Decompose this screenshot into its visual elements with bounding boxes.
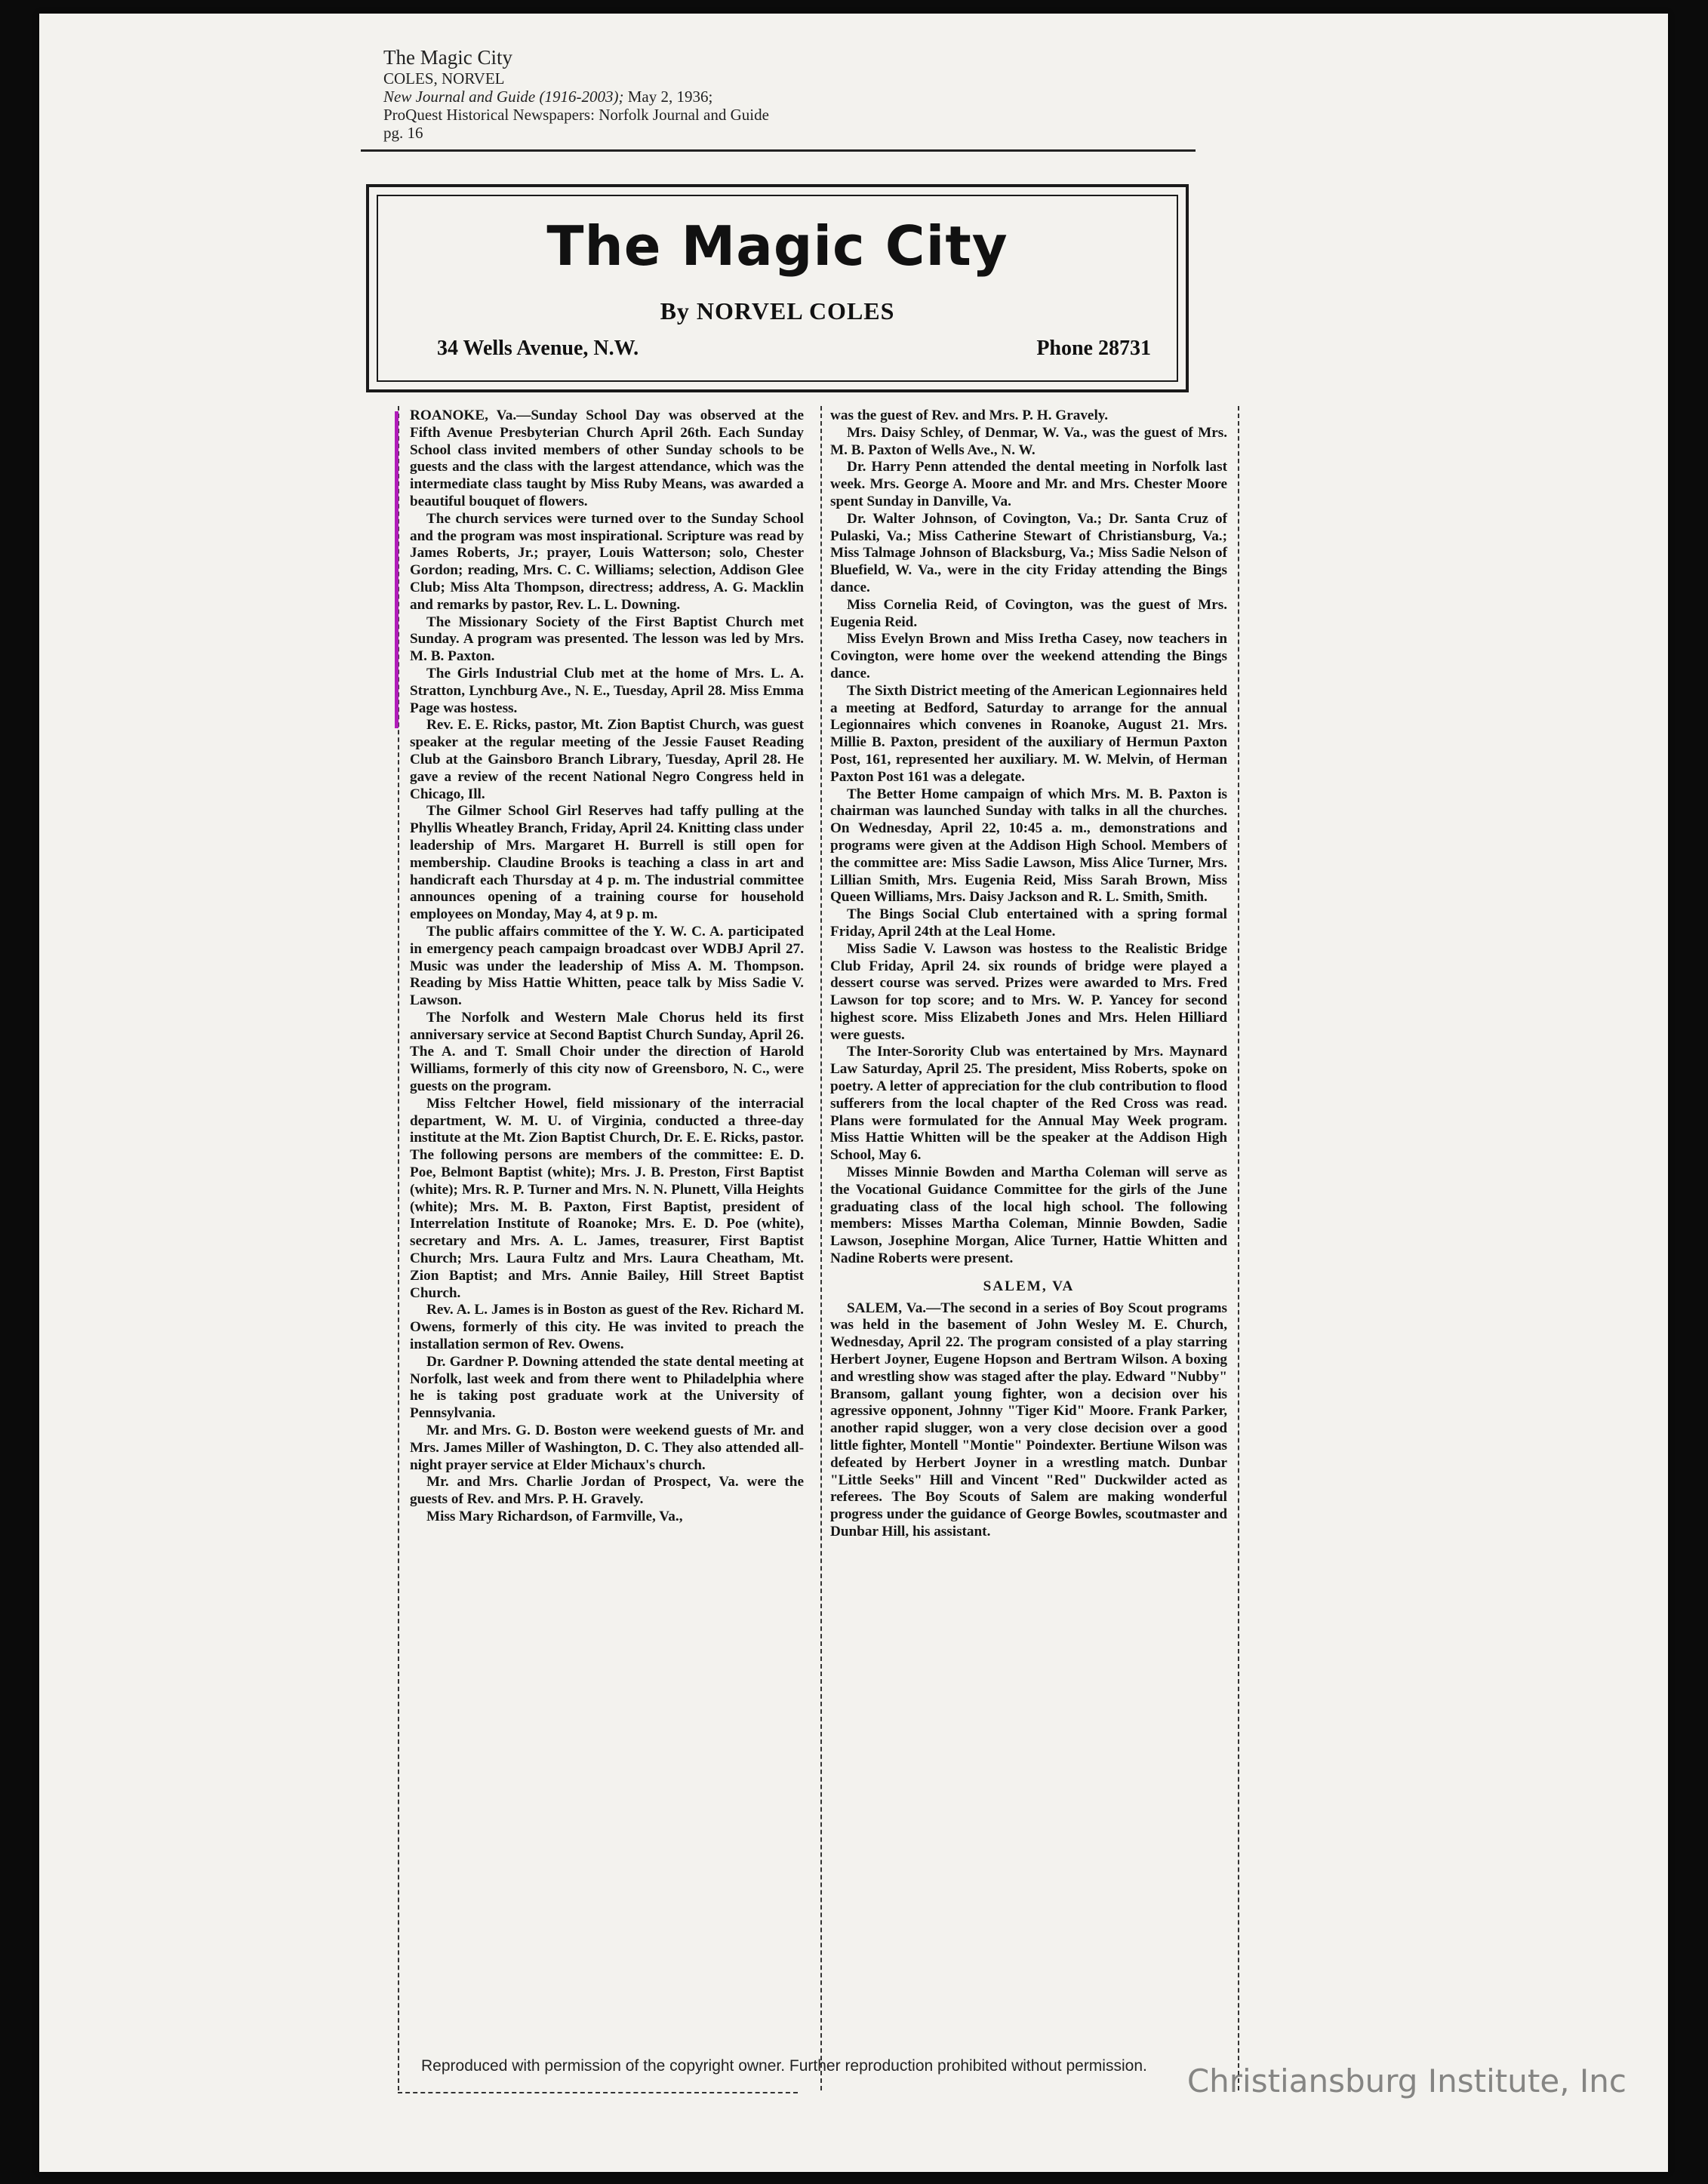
paragraph: Rev. A. L. James is in Boston as guest of the Rev. Richard M. Owens, formerly of this city. He was invited to preach the installation sermon of Rev. Owens. [410, 1302, 804, 1353]
paragraph: Miss Mary Richardson, of Farmville, Va., [426, 1509, 683, 1524]
column-rule-bottom [398, 2092, 798, 2093]
article-column-2 [830, 408, 1227, 1541]
citation-block [383, 45, 769, 142]
paragraph: Miss Sadie V. Lawson was hostess to the Realistic Bridge Club Friday, April 24. six rounds of bridge were played a dessert course was served. Prizes were awarded to Mrs. Fred Lawson for top score; and to Mrs. W. P. Yancey for second highest score. Miss Elizabeth Jones and Mrs. Helen Hilliard were guests. [830, 940, 1227, 1043]
copyright-notice: Reproduced with permission of the copyright owner. Further reproduction prohibited without permission. [421, 2057, 1147, 2075]
paragraph: ROANOKE, Va.—Sunday School Day was observed at the Fifth Avenue Presbyterian Church April 26th. Each Sunday School class invited members of other Sunday schools to be guests and the class with the largest attendance, which was the intermediate class taught by Miss Ruby Means, was awarded a beautiful bouquet of flowers. [410, 408, 804, 509]
paragraph: The Better Home campaign of which Mrs. M. B. Paxton is chairman was launched Sunday with talks in all the churches. On Wednesday, April 22, 10:45 a. m., demonstrations and programs were given at the Addison High School. Members of the committee are: Miss Sadie Lawson, Miss Alice Turner, Mrs. Lillian Smith, Mrs. Eugenia Reid, Miss Sarah Brown, Miss Queen Williams, Mrs. Daisy Jackson and R. L. Smith, Smith. [830, 786, 1227, 906]
masthead-phone: Phone 28731 [1036, 337, 1151, 360]
paragraph: Miss Evelyn Brown and Miss Iretha Casey, now teachers in Covington, were home over the weekend attending the Bings dance. [830, 631, 1227, 681]
watermark-text: Christiansburg Institute, Inc [1186, 2062, 1626, 2099]
paragraph: The Girls Industrial Club met at the home of Mrs. L. A. Stratton, Lynchburg Ave., N. E., Tuesday, April 28. Miss Emma Page was hostess. [410, 665, 804, 716]
masthead-title: The Magic City [546, 214, 1008, 278]
column-masthead [366, 184, 1189, 392]
article-column-1 [410, 408, 804, 1526]
paragraph: Dr. Harry Penn attended the dental meeting in Norfolk last week. Mrs. George A. Moore and Mr. and Mrs. Chester Moore spent Sunday in Danville, Va. [830, 459, 1227, 509]
citation-source [383, 88, 769, 106]
paragraph: The church services were turned over to the Sunday School and the program was most inspirational. Scripture was read by James Roberts, Jr.; prayer, Louis Watterson; solo, Chester Gordon; reading, Mrs. C. C. Williams; selection, Addison Glee Club; Miss Alta Thompson, directress; address, A. G. Macklin and remarks by pastor, Rev. L. L. Downing. [410, 510, 804, 613]
column-rule-right [1238, 406, 1239, 2090]
paragraph: Rev. E. E. Ricks, pastor, Mt. Zion Baptist Church, was guest speaker at the regular meeting of the Jessie Fauset Reading Club at the Gainsboro Branch Library, Tuesday, April 28. He gave a review of the recent National Negro Congress held in Chicago, Ill. [410, 717, 804, 802]
paragraph: Mrs. Daisy Schley, of Denmar, W. Va., was the guest of Mrs. M. B. Paxton of Wells Ave., N. W. [830, 424, 1227, 458]
paragraph: The Missionary Society of the First Baptist Church met Sunday. A program was presented. The lesson was led by Mrs. M. B. Paxton. [410, 614, 804, 665]
paragraph: Miss Cornelia Reid, of Covington, was the guest of Mrs. Eugenia Reid. [830, 596, 1227, 630]
paragraph: The Gilmer School Girl Reserves had taffy pulling at the Phyllis Wheatley Branch, Friday, April 24. Knitting class under leadership of Mrs. Margaret H. Burrell is still open for membership. Claudine Brooks is teaching a class in art and handicraft each Thursday at 4 p. m. The industrial committee announces opening of a training course for household employees on Monday, May 4, at 9 p. m. [410, 803, 804, 923]
paragraph: Dr. Walter Johnson, of Covington, Va.; Dr. Santa Cruz of Pulaski, Va.; Miss Catherine Stewart of Christiansburg, Va.; Miss Talmage Johnson of Blacksburg, Va.; Miss Sadie Nelson of Bluefield, W. Va., were in the city Friday attending the Bings dance. [830, 510, 1227, 595]
paragraph: The Bings Social Club entertained with a spring formal Friday, April 24th at the Leal Home. [830, 906, 1227, 940]
paragraph: Misses Minnie Bowden and Martha Coleman will serve as the Vocational Guidance Committee for the girls of the June graduating class of the local high school. The following members: Misses Martha Coleman, Minnie Bowden, Sadie Lawson, Josephine Morgan, Alice Turner, Hattie Whitten and Nadine Roberts were present. [830, 1164, 1227, 1267]
column-rule-middle [820, 406, 822, 2090]
paragraph: Miss Feltcher Howel, field missionary of the interracial department, W. M. U. of Virginia, conducted a three-day institute at the Mt. Zion Baptist Church, Dr. E. E. Ricks, pastor. The following persons are members of the committee: E. D. Poe, Belmont Baptist (white); Mrs. J. B. Preston, First Baptist (white); Mrs. R. P. Turner and Mrs. N. N. Plunett, Villa Heights (white); Mrs. M. B. Paxton, First Baptist, president of Interrelation Institute of Roanoke; Mrs. E. D. Poe (white), secretary and Mrs. A. L. James, treasurer, First Baptist Church; Mrs. Laura Fultz and Mrs. Laura Cheatham, Mt. Zion Baptist; and Mrs. Annie Bailey, Hill Street Baptist Church. [410, 1095, 804, 1301]
citation-page: pg. 16 [383, 124, 423, 142]
paragraph: The Norfolk and Western Male Chorus held its first anniversary service at Second Baptist Church Sunday, April 26. The A. and T. Small Choir under the direction of Harold Williams, formerly of this city now of Greensboro, N. C., were guests on the program. [410, 1009, 804, 1095]
citation-divider [361, 149, 1196, 152]
paragraph: Mr. and Mrs. G. D. Boston were weekend guests of Mr. and Mrs. James Miller of Washington, D. C. They also attended all-night prayer service at Elder Michaux's church. [410, 1423, 804, 1473]
paragraph: The public affairs committee of the Y. W. C. A. participated in emergency peach campaign broadcast over WDBJ April 27. Music was under the leadership of Miss A. M. Thompson. Reading by Miss Hattie Whitten, peace talk by Miss Sadie V. Lawson. [410, 923, 804, 1009]
section-heading-salem: SALEM, VA [983, 1278, 1075, 1294]
citation-database: ProQuest Historical Newspapers: Norfolk Journal and Guide [383, 106, 769, 124]
paragraph: The Sixth District meeting of the American Legionnaires held a meeting at Bedford, Saturday to arrange for the annual Legionnaires which convenes in Roanoke, August 21. Mrs. Millie B. Paxton, president of the auxiliary of Hermun Paxton Post, 161, represented her auxiliary. M. W. Melvin, of Herman Paxton Post 161 was a delegate. [830, 682, 1227, 785]
paragraph: SALEM, Va.—The second in a series of Boy Scout programs was held in the basement of John Wesley M. E. Church, Wednesday, April 22. The program consisted of a play starring Herbert Joyner, Eugene Hopson and Bertram Wilson. A boxing and wrestling show was staged after the play. Edward "Nubby" Bransom, gallant young fighter, won a decision over his agressive opponent, Johnny "Tiger Kid" Moore. Frank Parker, another rapid slugger, won a very close decision over a good little fighter, Montell "Montie" Poindexter. Bertiune Wilson was defeated by Herbert Joyner in a wrestling match. Dunbar "Little Seeks" Hill and Vincent "Red" Duckwilder acted as referees. The Boy Scouts of Salem are making wonderful progress under the guidance of George Bowles, scoutmaster and Dunbar Hill, his assistant. [830, 1300, 1227, 1540]
citation-source-name: New Journal and Guide (1916-2003); [383, 88, 624, 106]
paragraph: Mr. and Mrs. Charlie Jordan of Prospect, Va. were the guests of Rev. and Mrs. P. H. Gravely. [410, 1474, 804, 1508]
citation-title: The Magic City [383, 46, 512, 69]
citation-author: COLES, NORVEL [383, 69, 505, 88]
masthead-byline: By NORVEL COLES [660, 297, 895, 325]
paragraph: Dr. Gardner P. Downing attended the state dental meeting at Norfolk, last week and from there went to Philadelphia where he is taking post graduate work at the University of Pennsylvania. [410, 1353, 804, 1422]
citation-source-date: May 2, 1936; [623, 88, 713, 106]
highlight-mark [395, 411, 399, 728]
masthead-address: 34 Wells Avenue, N.W. [437, 337, 639, 360]
paragraph: was the guest of Rev. and Mrs. P. H. Gravely. [830, 408, 1109, 423]
paragraph: The Inter-Sorority Club was entertained by Mrs. Maynard Law Saturday, April 25. The president, Miss Roberts, spoke on poetry. A letter of appreciation for the club contribution to flood sufferers from the local chapter of the Red Cross was read. Plans were formulated for the Annual May Week program. Miss Hattie Whitten will be the speaker at the Addison High School, May 6. [830, 1044, 1227, 1164]
